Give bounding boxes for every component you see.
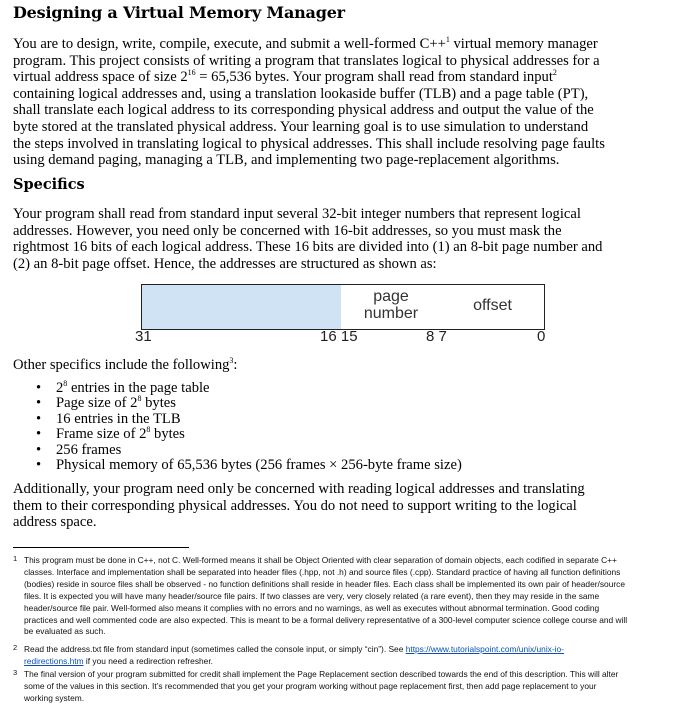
bit-31-label: 31 [135, 328, 152, 345]
offset-label: offset [473, 297, 512, 314]
specifics-line: (2) an 8-bit page offset. Hence, the addresses are structured as shown as: [13, 255, 437, 272]
footnote-ref: 1 [445, 35, 450, 45]
additional-line: them to their corresponding physical addresses. You do not need to support writing to the logical [13, 497, 577, 514]
list-item: • Physical memory of 65,536 bytes (256 frames × 256-byte frame size) [36, 457, 462, 474]
bullet-icon: • [36, 441, 42, 458]
footnote-2: 2 Read the address.txt file from standard input (sometimes called the console input, or simply “cin”). See https://www.tutorialspoint.com/unix/unix-io- redirections.htm if you need a redirection refresher. [13, 643, 564, 666]
intro-line: shall translate each logical address to its corresponding physical address and output the value of the [13, 102, 594, 119]
intro-line: containing logical addresses and, using a translation lookaside buffer (TLB) and a page table (PT), [13, 85, 589, 102]
footnote-number: 1 [13, 554, 18, 563]
footnote-ref: 2 [552, 68, 557, 78]
other-specifics-lead [13, 357, 689, 374]
intro-line: virtual address space of size 2 [13, 69, 188, 86]
list-item: • 256 frames [36, 441, 122, 458]
footnote-ref: 3 [229, 356, 234, 366]
specifics-line: addresses. However, you need only be concerned with 16-bit addresses, so you must mask the [13, 222, 562, 239]
bullet-icon: • [36, 395, 42, 412]
intro-line: virtual memory manager [449, 36, 598, 52]
unused-high-bits-box [141, 284, 343, 330]
intro-line: program. This project consists of writing a program that translates logical to physical addresses for a [13, 52, 600, 69]
bit-8-7-label: 8 7 [426, 328, 447, 345]
list-item: • Page size of $2^8$ bytes [36, 394, 176, 412]
footnote-1: 1 This program must be done in C++, not C. Well-formed means it shall be Object Oriented with clear separation of domain objects, each codified in separate C++ classes. Interface and implementation shall be separated into header files (.hpp, not .h) and source files (.cpp). Standard practice of having all function definitions (bodies) reside in source files shall be observed - no function definitions shall reside in header files. Each class shall be implemented its own pair of header/source files. It is expected you will have many header/source file pairs. If two classes are very, very closely related (a rare event), then they may reside in the same header/source file pair. Well-formed also means it complies with no errors and no warnings, as well as executes without abnormal termination. Good coding practices and well commented code are also expected. This is meant to be a formal delivery representative of a 300-level computer science college course and will be evaluated as such. [13, 554, 628, 637]
bit-16-15-label: 16 15 [320, 328, 358, 345]
page-number-label-line2: number [363, 305, 419, 322]
bit-0-label: 0 [537, 328, 546, 345]
intro-line: You are to design, write, compile, execute, and submit a well-formed C++ [13, 36, 446, 52]
specifics-line: rightmost 16 bits of each logical address. These 16 bits are divided into (1) an 8-bit page number and [13, 239, 603, 256]
address-structure-diagram [130, 282, 560, 344]
list-item: • Frame size of $2^8$ bytes [36, 425, 185, 443]
additional-line: address space. [13, 514, 97, 531]
bullet-icon: • [36, 457, 42, 474]
specifics-bullet-list [36, 381, 462, 473]
page-number-box [341, 284, 442, 330]
bullet-icon: • [36, 426, 42, 443]
intro-line: = 65,536 bytes. Your program shall read from standard input [195, 69, 553, 86]
intro-line: the steps involved in translating logical to physical addresses. This shall include resolving page faults [13, 135, 605, 152]
bullet-icon: • [36, 410, 42, 427]
additional-paragraph [13, 481, 689, 531]
footnote-number: 3 [13, 668, 18, 677]
intro-paragraph [13, 36, 689, 169]
intro-line: using demand paging, managing a TLB, and implementing two page-replacement algorithms. [13, 152, 560, 169]
specifics-heading: Specifics [13, 176, 85, 193]
specifics-line: Your program shall read from standard input several 32-bit integer numbers that represent logical [13, 206, 581, 222]
other-lead-colon: : [233, 357, 238, 373]
redirection-link-cont[interactable]: redirections.htm [24, 655, 84, 666]
list-item: • $2^8$ entries in the page table [36, 379, 210, 396]
footnote-separator [13, 547, 189, 548]
exponent: 16 [187, 68, 196, 78]
intro-line: byte stored at the translated physical address. Your learning goal is to use simulation to understand [13, 118, 589, 135]
document-title: Designing a Virtual Memory Manager [13, 3, 345, 22]
footnote-number: 2 [13, 643, 18, 652]
list-item: • 16 entries in the TLB [36, 410, 181, 427]
offset-box [441, 284, 545, 330]
other-lead-text: Other specifics include the following [13, 357, 230, 373]
redirection-link[interactable]: https://www.tutorialspoint.com/unix/unix-io- [405, 644, 564, 654]
additional-line: Additionally, your program need only be concerned with reading logical addresses and translating [13, 481, 585, 497]
specifics-paragraph [13, 206, 689, 272]
footnote-3: 3 The final version of your program submitted for credit shall implement the Page Replacement section described towards the end of this description. This will alter some of the values in this section. It’s recommended that you get your program working without page replacement first, then add page replacement to your working system. [13, 668, 619, 703]
page-number-label-line1: page [373, 288, 409, 305]
bullet-icon: • [36, 380, 42, 396]
